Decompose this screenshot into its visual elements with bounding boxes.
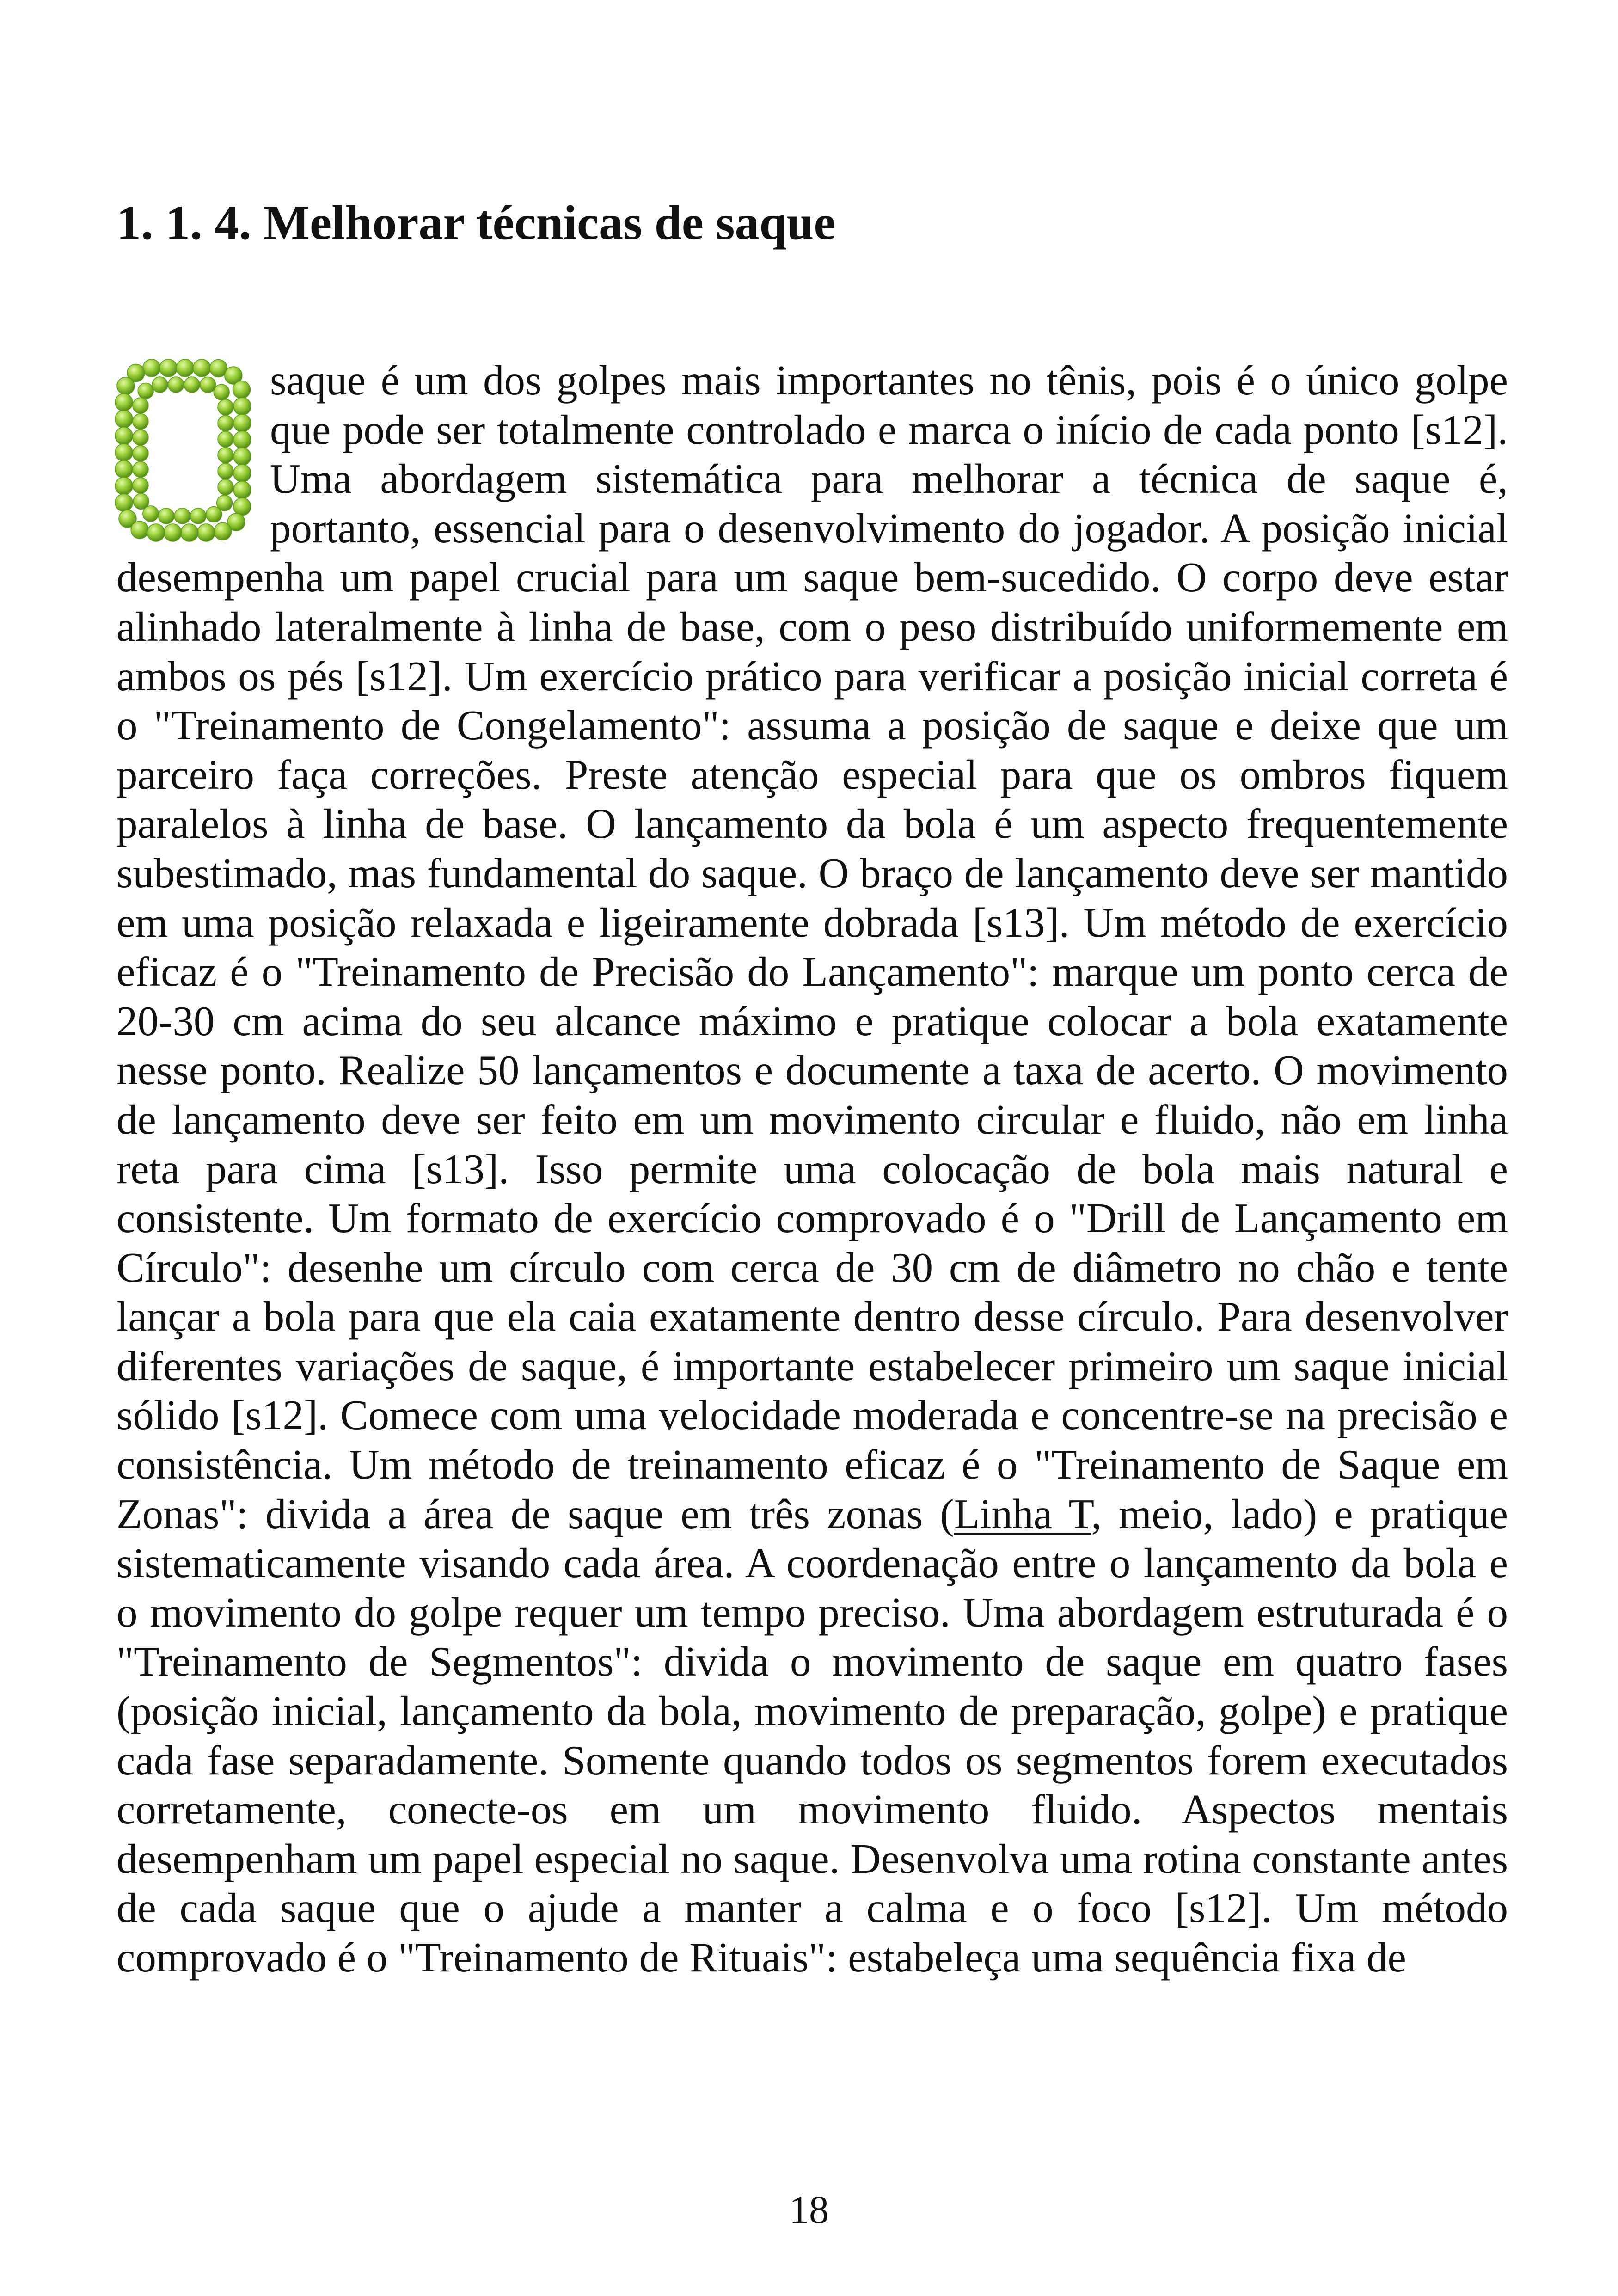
tennis-ball-30 — [233, 448, 251, 465]
tennis-ball-24 — [133, 430, 148, 445]
tennis-ball-42 — [233, 498, 251, 516]
tennis-ball-43 — [143, 506, 159, 522]
body-paragraph — [116, 356, 1508, 1983]
tennis-ball-52 — [197, 524, 215, 541]
tennis-ball-33 — [218, 463, 233, 479]
body-text-part-2: , meio, lado) e pratique sistematicamente visando cada área. A coordenação entre o lançamento da bola e o movimento do golpe requer um tempo preciso. Uma abordagem estruturada é o "Treinamento de Segmentos": divida o movimento de saque em quatro fases (posição inicial, lançamento da bola, movimento de preparação, golpe) e pratique cada fase separadamente. Somente quando todos os segmentos forem executados corretamente, conecte-os em um movimento fluido. Aspectos mentais desempenham um papel especial no saque. Desenvolva uma rotina constante antes de cada saque que o ajude a manter a calma e o foco [s12]. Um método comprovado é o "Treinamento de Rituais": estabeleça uma sequência fixa de — [116, 1490, 1508, 1981]
tennis-ball-16 — [133, 398, 148, 413]
tennis-ball-14 — [214, 384, 229, 400]
tennis-ball-letter-o-icon — [114, 358, 252, 543]
section-title: 1. 1. 4. Melhorar técnicas de saque — [116, 196, 836, 250]
tennis-ball-13 — [138, 383, 153, 399]
tennis-ball-20 — [133, 414, 148, 430]
tennis-ball-8 — [168, 377, 184, 393]
tennis-ball-35 — [133, 478, 148, 493]
tennis-ball-27 — [115, 444, 133, 461]
tennis-ball-28 — [133, 446, 148, 461]
tennis-ball-15 — [115, 393, 133, 411]
tennis-ball-10 — [200, 377, 216, 393]
tennis-ball-17 — [233, 398, 251, 415]
tennis-ball-3 — [193, 359, 211, 377]
tennis-ball-18 — [218, 399, 233, 415]
tennis-ball-11 — [117, 377, 135, 395]
tennis-ball-31 — [115, 460, 133, 478]
tennis-ball-32 — [133, 461, 148, 477]
tennis-ball-46 — [174, 508, 190, 524]
drop-cap-letter: O — [181, 460, 185, 466]
tennis-ball-45 — [190, 508, 206, 524]
tennis-ball-40 — [115, 494, 133, 511]
tennis-ball-23 — [115, 427, 133, 445]
tennis-ball-7 — [152, 377, 168, 393]
tennis-ball-25 — [218, 431, 233, 447]
tennis-ball-55 — [147, 524, 165, 541]
tennis-ball-53 — [181, 524, 198, 541]
linha-t-link[interactable]: Linha T — [954, 1490, 1091, 1537]
tennis-ball-1 — [159, 359, 177, 377]
tennis-ball-51 — [214, 522, 232, 540]
tennis-ball-0 — [143, 359, 160, 377]
tennis-ball-26 — [233, 431, 251, 448]
page-number: 18 — [789, 2187, 829, 2232]
tennis-ball-44 — [206, 507, 222, 522]
tennis-ball-19 — [115, 410, 133, 428]
tennis-ball-21 — [233, 414, 251, 432]
body-text-part-1: saque é um dos golpes mais importantes no tênis, pois é o único golpe que pode ser totalmente controlado e marca o início de cada ponto [s12]. Uma abordagem sistemática para melhorar a técnica de saque é, portanto, essencial para o desenvolvimento do jogador. A posição inicial desempenha um papel crucial para um saque bem-sucedido. O corpo deve estar alinhado lateralmente à linha de base, com o peso distribuído uniformemente em ambos os pés [s12]. Um exercício prático para verificar a posição inicial correta é o "Treinamento de Congelamento": assuma a posição de saque e deixe que um parceiro faça correções. Preste atenção especial para que os ombros fiquem paralelos à linha de base. O lançamento da bola é um aspecto frequentemente subestimado, mas fundamental do saque. O braço de lançamento deve ser mantido em uma posição relaxada e ligeiramente dobrada [s13]. Um método de exercício eficaz é o "Treinamento de Precisão do Lançamento": marque um ponto cerca de 20-30 cm acima do seu alcance máximo e pratique colocar a bola exatamente nesse ponto. Realize 50 lançamentos e documente a taxa de acerto. O movimento de lançamento deve ser feito em um movimento circular e fluido, não em linha reta para cima [s13]. Isso permite uma colocação de bola mais natural e consistente. Um formato de exercício comprovado é o "Drill de Lançamento em Círculo": desenhe um círculo com cerca de 30 cm de diâmetro no chão e tente lançar a bola para que ela caia exatamente dentro desse círculo. Para desenvolver diferentes variações de saque, é importante estabelecer primeiro um saque inicial sólido [s12]. Comece com uma velocidade moderada e concentre-se na precisão e consistência. Um método de treinamento eficaz é o "Treinamento de Saque em Zonas": divida a área de saque em três zonas ( — [116, 357, 1508, 1537]
tennis-ball-9 — [184, 377, 200, 393]
tennis-ball-50 — [131, 521, 148, 539]
tennis-ball-29 — [218, 448, 233, 463]
tennis-ball-47 — [159, 508, 174, 524]
drop-cap — [114, 356, 270, 550]
tennis-ball-54 — [164, 524, 182, 541]
tennis-ball-22 — [218, 415, 233, 431]
tennis-ball-36 — [115, 477, 133, 495]
tennis-ball-2 — [176, 359, 194, 377]
tennis-ball-38 — [233, 481, 251, 499]
tennis-ball-12 — [233, 381, 251, 399]
tennis-ball-37 — [218, 479, 233, 495]
tennis-ball-34 — [233, 465, 251, 482]
